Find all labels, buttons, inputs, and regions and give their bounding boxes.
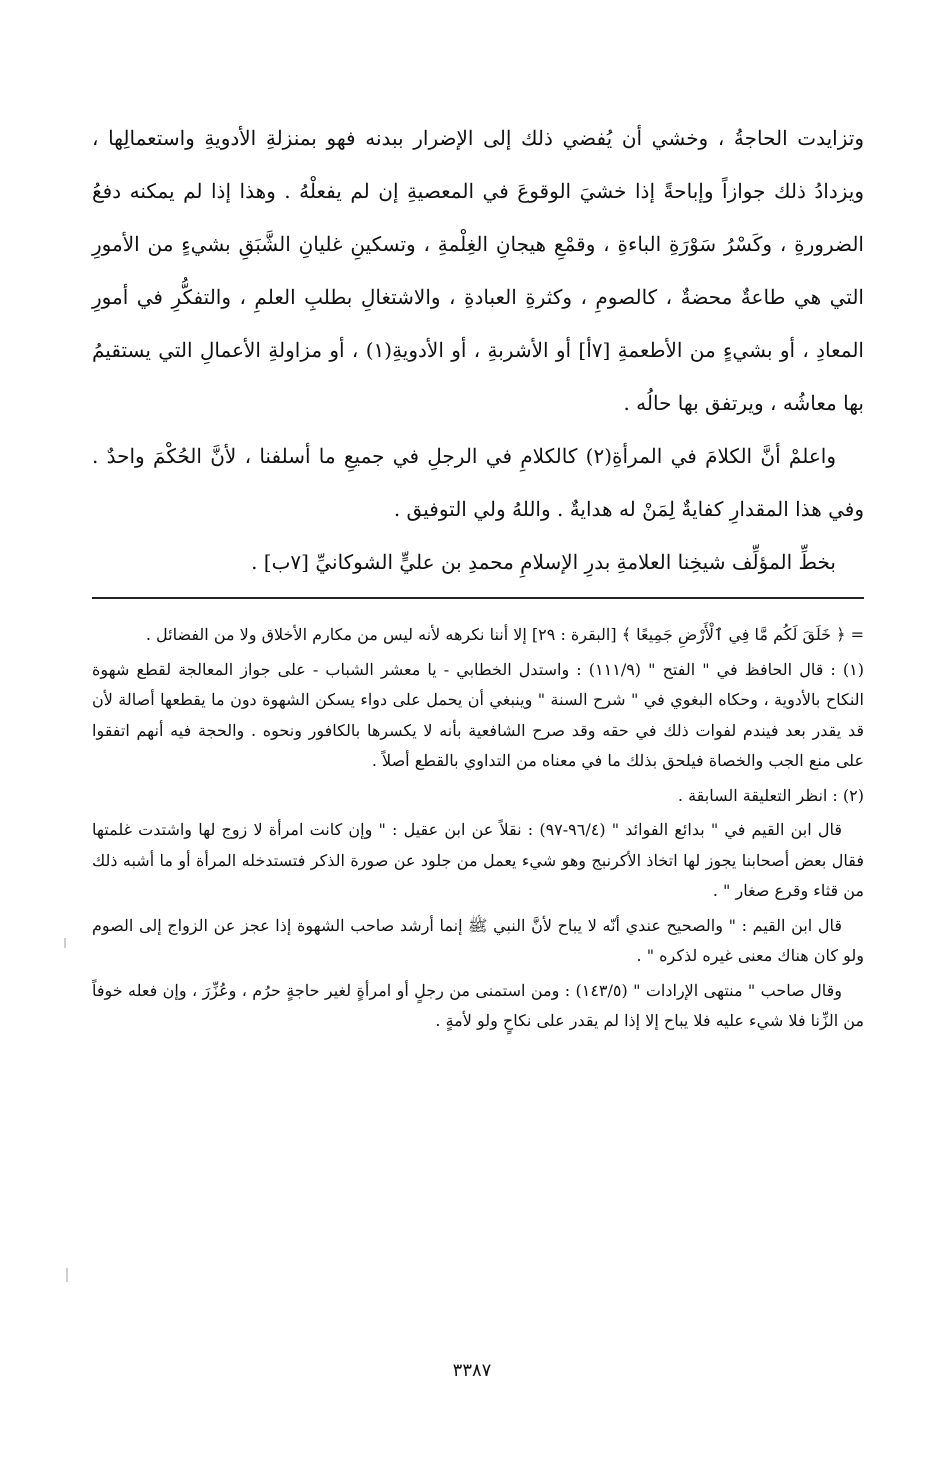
page-number: ٣٣٨٧: [452, 1360, 492, 1381]
footnote-continuation: = ﴿ خَلَقَ لَكُم مَّا فِي ٱلْأَرْضِ جَمِيعًا ﴾ [البقرة : ٢٩] إلا أننا نكرهه لأنه ليس من مكارم الأخلاق ولا من الفضائل .: [145, 625, 864, 644]
footnote-separator: [92, 597, 864, 599]
scan-mark: [66, 1268, 68, 1282]
footnote-2: (٢) : انظر التعليقة السابقة .: [677, 785, 864, 805]
footnote-1: (١) : قال الحافظ في " الفتح " (١١١/٩) : واستدل الخطابي - يا معشر الشباب - على جواز المعالجة لقطع شهوة النكاح بالأدوية ، وحكاه البغوي في " شرح السنة " وينبغي أن يحمل على دواء يسكن الشهوة دون ما يقطعها أصالة لأن قد يقدر بعد فيندم لفوات ذلك في حقه وقد صرح الشافعية بأنه لا يكسرها بالكافور ونحوه . والحجة فيه أنهم اتفقوا على منع الجب والخصاة فيلحق بذلك ما في معناه من التداوي بالقطع أصلاً .: [92, 659, 865, 770]
main-text: [92, 112, 864, 589]
scan-mark: [64, 938, 66, 948]
footnote-quote: وقال صاحب " منتهى الإرادات " (١٤٣/٥) : ومن استمنى من رجلٍ أو امرأةٍ لغير حاجةٍ حرُم ، وعُزِّرَ ، وإن فعله خوفاً من الزِّنا فلا شيء عليه فلا يباح إلا إذا لم يقدر على نكاحٍ ولو لأمةٍ .: [92, 980, 864, 1030]
footnotes: [92, 620, 864, 1037]
paragraph: واعلمْ أنَّ الكلامَ في المرأةِ(٢) كالكلامِ في الرجلِ في جميعِ ما أسلفنا ، لأنَّ الحُكْمَ واحدٌ . وفي هذا المقدارِ كفايةٌ لِمَنْ له هدايةٌ . واللهُ ولي التوفيق .: [92, 444, 864, 521]
footnote-quote: قال ابن القيم في " بدائع الفوائد " (٩٦/٤-٩٧) : نقلاً عن ابن عقيل : " وإن كانت امرأة لا زوج لها واشتدت غلمتها فقال بعض أصحابنا يجوز لها اتخاذ الأكرنبج وهو شيء يعمل من جلود عن صورة الذكر فتستدخله المرأة أو ما أشبه ذلك من قثاء وقرع صغار " .: [92, 820, 864, 900]
paragraph: وتزايدت الحاجةُ ، وخشي أن يُفضي ذلك إلى الإضرار ببدنه فهو بمنزلةِ الأدويةِ واستعمالِها ، ويزدادُ ذلك جوازاً وإباحةً إذا خشيَ الوقوعَ في المعصيةِ إن لم يفعلْهُ . وهذا إذا لم يمكنه دفعُ الضرورةِ ، وكَسْرُ سَوْرَةِ الباءةِ ، وقمْعِ هيجانِ الغِلْمةِ ، وتسكينِ غليانِ الشَّبَقِ بشيءٍ من الأمورِ التي هي طاعةٌ محضةٌ ، كالصومِ ، وكثرةِ العبادةِ ، والاشتغالِ بطلبِ العلمِ ، والتفكُّرِ في أمورِ المعادِ ، أو بشيءٍ من الأطعمةِ [٧أ] أو الأشربةِ ، أو الأدويةِ(١) ، أو مزاولةِ الأعمالِ التي يستقيمُ بها معاشُه ، ويرتفق بها حالُه .: [92, 126, 864, 415]
footnote-quote: قال ابن القيم : " والصحيح عندي أنّه لا يباح لأنَّ النبي ﷺ إنما أرشد صاحب الشهوة إذا عجز عن الزواج إلى الصوم ولو كان هناك معنى غيره لذكره " .: [92, 915, 864, 965]
colophon: بخطِّ المؤلِّف شيخِنا العلامةِ بدرِ الإسلامِ محمدِ بن عليٍّ الشوكانيِّ [٧ب] .: [251, 550, 836, 574]
